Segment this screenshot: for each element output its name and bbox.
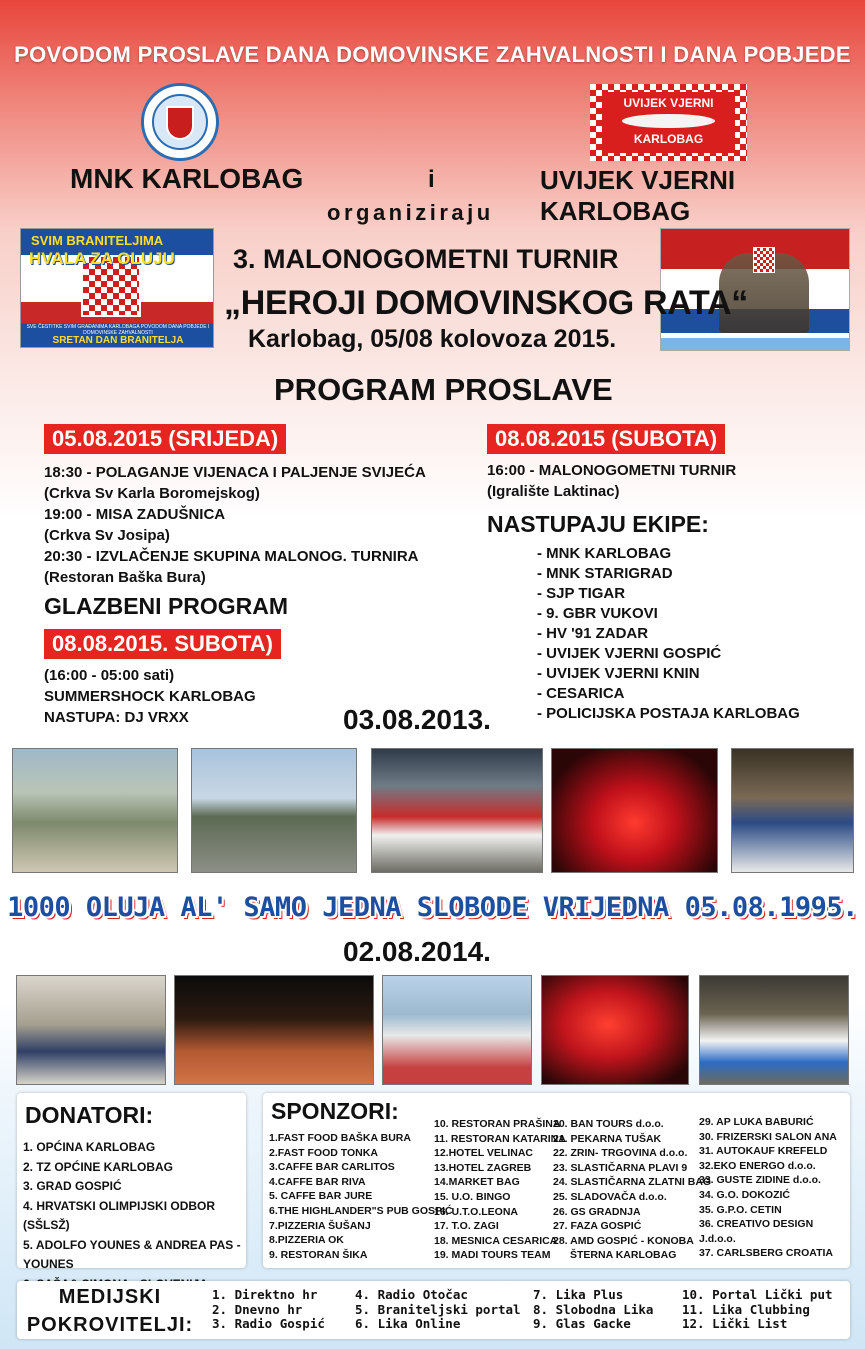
- schedule-line: SUMMERSHOCK KARLOBAG: [44, 688, 256, 705]
- sponsor-item: 36. CREATIVO DESIGN J.d.o.o.: [699, 1218, 814, 1245]
- schedule-line: (Crkva Sv Josipa): [44, 527, 170, 544]
- day2-schedule: [487, 460, 736, 502]
- media-title: [19, 1283, 201, 1339]
- media-col-1: [212, 1288, 325, 1332]
- media-item: 12. Lički List: [682, 1316, 788, 1331]
- media-item: 9. Glas Gacke: [533, 1316, 631, 1331]
- media-item: 8. Slobodna Lika: [533, 1301, 654, 1317]
- photo-wreath-laying-2013: [12, 748, 178, 873]
- sponsor-item: 8.PIZZERIA OK: [269, 1234, 344, 1247]
- organizer-conjunction: i: [428, 166, 435, 193]
- sponsor-item: 20. BAN TOURS d.o.o.: [553, 1118, 664, 1130]
- sponsor-item: 17. T.O. ZAGI: [434, 1220, 499, 1233]
- media-col-3: [533, 1288, 653, 1332]
- sponsor-item: 30. FRIZERSKI SALON ANA: [699, 1130, 837, 1143]
- media-panel: [17, 1281, 850, 1339]
- sponsor-item: 29. AP LUKA BABURIĆ: [699, 1116, 814, 1128]
- media-item: 11. Lika Clubbing: [682, 1301, 810, 1317]
- sponsor-item: ŠTERNA KARLOBAG: [570, 1249, 677, 1262]
- sponsor-item: 9. RESTORAN ŠIKA: [269, 1248, 368, 1261]
- team-item: - MNK KARLOBAG: [537, 545, 672, 562]
- team-item: - POLICIJSKA POSTAJA KARLOBAG: [537, 705, 800, 722]
- sponsor-item: 23. SLASTIČARNA PLAVI 9: [553, 1161, 688, 1174]
- sponsor-item: 32.EKO ENERGO d.o.o.: [699, 1159, 816, 1172]
- mnk-karlobag-logo: [141, 83, 219, 161]
- media-item: 4. Radio Otočac: [355, 1287, 468, 1302]
- sponsor-item: 26. GS GRADNJA: [553, 1205, 641, 1218]
- photo-night-pitch-2014: [174, 975, 374, 1085]
- organizer-2: UVIJEK VJERNI KARLOBAG: [540, 165, 736, 226]
- donor-item: 5. ADOLFO YOUNES & ANDREA PAS - YOUNES: [23, 1237, 241, 1271]
- photo-flares-2014: [541, 975, 689, 1085]
- media-item: 6. Lika Online: [355, 1316, 461, 1331]
- tournament-number: 3. MALONOGOMETNI TURNIR: [233, 244, 619, 274]
- sponsor-item: 1.FAST FOOD BAŠKA BURA: [269, 1132, 411, 1144]
- sponsor-item: 31. AUTOKAUF KREFELD: [699, 1145, 828, 1158]
- sponsors-panel: [263, 1093, 850, 1268]
- year-2013-label: 03.08.2013.: [343, 704, 491, 735]
- schedule-line: 18:30 - POLAGANJE VIJENACA I PALJENJE SVIJEĆA: [44, 464, 426, 481]
- schedule-line: (16:00 - 05:00 sati): [44, 667, 175, 684]
- sponsor-item: 37. CARLSBERG CROATIA: [699, 1247, 833, 1260]
- photo-trophy-2014: [699, 975, 849, 1085]
- sponsor-item: 25. SLADOVAČA d.o.o.: [553, 1190, 667, 1203]
- music-title: GLAZBENI PROGRAM: [44, 593, 289, 619]
- team-item: - SJP TIGAR: [537, 585, 626, 602]
- sponsor-item: 28. AMD GOSPIĆ - KONOBA: [553, 1234, 694, 1247]
- sponsors-title: SPONZORI:: [271, 1098, 399, 1124]
- media-item: 5. Braniteljski portal: [355, 1301, 521, 1317]
- team-item: - 9. GBR VUKOVI: [537, 605, 658, 622]
- organizer-1: MNK KARLOBAG: [70, 163, 304, 194]
- banner-line-1: SVIM BRANITELJIMA: [31, 233, 164, 248]
- sponsor-item: 27. FAZA GOSPIĆ: [553, 1220, 642, 1233]
- banner-line-3: SVE ČESTITKE SVIM GRAĐANIMA KARLOBAGA POVODOM DANA POBJEDE I DOMOVINSKE ZAHVALNOSTI: [26, 324, 210, 336]
- sponsors-col-2: [434, 1117, 566, 1263]
- sponsor-item: 13.HOTEL ZAGREB: [434, 1161, 532, 1174]
- badge-bottom-text: KARLOBAG: [633, 132, 704, 146]
- media-item: 10. Portal Lički put: [682, 1287, 833, 1302]
- coat-of-arms-icon: [753, 247, 775, 273]
- schedule-line: 20:30 - IZVLAČENJE SKUPINA MALONOG. TURNIRA: [44, 548, 419, 565]
- sponsor-item: 18. MESNICA CESARICA: [434, 1234, 558, 1247]
- sponsor-item: 15. U.O. BINGO: [434, 1190, 511, 1203]
- donor-item: 1. OPĆINA KARLOBAG: [23, 1140, 156, 1154]
- slogan-banner: 1000 OLUJA AL' SAMO JEDNA SLOBODE VRIJEDNA 05.08.1995.: [7, 892, 858, 923]
- schedule-line: (Crkva Sv Karla Boromejskog): [44, 485, 260, 502]
- sponsor-item: 22. ZRIN- TRGOVINA d.o.o.: [553, 1147, 688, 1160]
- sponsors-col-1: [269, 1131, 453, 1262]
- teams-title: NASTUPAJU EKIPE:: [487, 511, 709, 537]
- photo-wreath-laying-2014: [16, 975, 166, 1085]
- sponsor-item: 21. PEKARNA TUŠAK: [553, 1132, 662, 1145]
- team-item: - MNK STARIGRAD: [537, 565, 673, 582]
- sponsor-item: 33. GUSTE ZIDINE d.o.o.: [699, 1174, 821, 1187]
- day2-label: 08.08.2015 (SUBOTA): [487, 424, 725, 454]
- sponsor-item: 19. MADI TOURS TEAM: [434, 1249, 551, 1262]
- day1-schedule: [44, 462, 426, 588]
- media-title-line-1: MEDIJSKI: [58, 1286, 162, 1308]
- year-2014-label: 02.08.2014.: [343, 936, 491, 967]
- sponsor-item: 11. RESTORAN KATARINA: [434, 1132, 566, 1145]
- schedule-line: (Restoran Baška Bura): [44, 569, 206, 586]
- sponsor-item: 16. U.T.O.LEONA: [434, 1205, 519, 1218]
- donor-item: 4. HRVATSKI OLIMPIJSKI ODBOR (SŠLSŽ): [23, 1198, 216, 1232]
- media-item: 3. Radio Gospić: [212, 1316, 325, 1331]
- team-item: - UVIJEK VJERNI KNIN: [537, 665, 700, 682]
- schedule-line: NASTUPA: DJ VRXX: [44, 709, 189, 726]
- media-col-2: [355, 1288, 521, 1332]
- sponsor-item: 14.MARKET BAG: [434, 1176, 520, 1189]
- program-title: PROGRAM PROSLAVE: [274, 372, 613, 407]
- donor-item: 2. TZ OPĆINE KARLOBAG: [23, 1159, 174, 1174]
- sponsor-item: 34. G.O. DOKOZIĆ: [699, 1188, 791, 1201]
- media-col-4: [682, 1288, 833, 1332]
- sponsor-item: 24. SLASTIČARNA ZLATNI BAG: [553, 1176, 712, 1189]
- sponsor-item: 35. G.P.O. CETIN: [699, 1203, 782, 1216]
- media-item: 1. Direktno hr: [212, 1287, 318, 1302]
- donor-item: 3. GRAD GOSPIĆ: [23, 1179, 122, 1193]
- sponsor-item: 10. RESTORAN PRAŠINA: [434, 1118, 561, 1130]
- sponsor-item: 2.FAST FOOD TONKA: [269, 1146, 378, 1159]
- teams-list: [537, 544, 800, 724]
- sponsor-item: 6.THE HIGHLANDER"S PUB GOSPIĆ: [269, 1204, 453, 1217]
- sponsor-item: 3.CAFFE BAR CARLITOS: [269, 1161, 395, 1174]
- photo-team-2014: [382, 975, 532, 1085]
- sponsor-item: 5. CAFFE BAR JURE: [269, 1190, 373, 1203]
- sponsor-item: 7.PIZZERIA ŠUŠANJ: [269, 1219, 371, 1232]
- donors-list: [23, 1138, 246, 1294]
- place-date: Karlobag, 05/08 kolovoza 2015.: [248, 325, 617, 353]
- media-item: 2. Dnevno hr: [212, 1301, 303, 1317]
- team-item: - CESARICA: [537, 685, 625, 702]
- media-title-line-2: POKROVITELJI:: [26, 1314, 194, 1336]
- media-item: 7. Lika Plus: [533, 1287, 624, 1302]
- banner-line-4: SRETAN DAN BRANITELJA: [52, 335, 184, 346]
- music-schedule: [44, 665, 256, 728]
- team-item: - UVIJEK VJERNI GOSPIĆ: [537, 645, 722, 662]
- music-label: 08.08.2015. SUBOTA): [44, 629, 281, 659]
- photo-flares-2013: [551, 748, 718, 873]
- occasion-heading: POVODOM PROSLAVE DANA DOMOVINSKE ZAHVALNOSTI I DANA POBJEDE: [14, 42, 851, 67]
- sponsors-col-3: [553, 1117, 711, 1263]
- schedule-line: 16:00 - MALONOGOMETNI TURNIR: [487, 462, 737, 479]
- photo-players-2013: [371, 748, 543, 873]
- day1-label: 05.08.2015 (SRIJEDA): [44, 424, 286, 454]
- tournament-name: „HEROJI DOMOVINSKOG RATA“: [224, 284, 748, 322]
- banner-line-2: HVALA ZA OLUJU: [29, 249, 175, 268]
- sponsor-item: 12.HOTEL VELINAC: [434, 1147, 533, 1160]
- organize-text: organiziraju: [327, 200, 494, 225]
- team-item: - HV '91 ZADAR: [537, 625, 649, 642]
- hvala-za-oluju-banner: [20, 228, 214, 348]
- donors-panel: [17, 1093, 246, 1271]
- badge-top-text: UVIJEK VJERNI: [623, 96, 714, 110]
- donors-title: DONATORI:: [25, 1102, 154, 1128]
- sponsor-item: 4.CAFFE BAR RIVA: [269, 1175, 366, 1188]
- uvijek-vjerni-badge: [590, 84, 747, 161]
- photo-teams-lineup-2013: [191, 748, 357, 873]
- sponsors-col-4: [699, 1115, 850, 1261]
- photo-trophy-2013: [731, 748, 854, 873]
- schedule-line: 19:00 - MISA ZADUŠNICA: [44, 506, 226, 523]
- schedule-line: (Igralište Laktinac): [487, 483, 620, 500]
